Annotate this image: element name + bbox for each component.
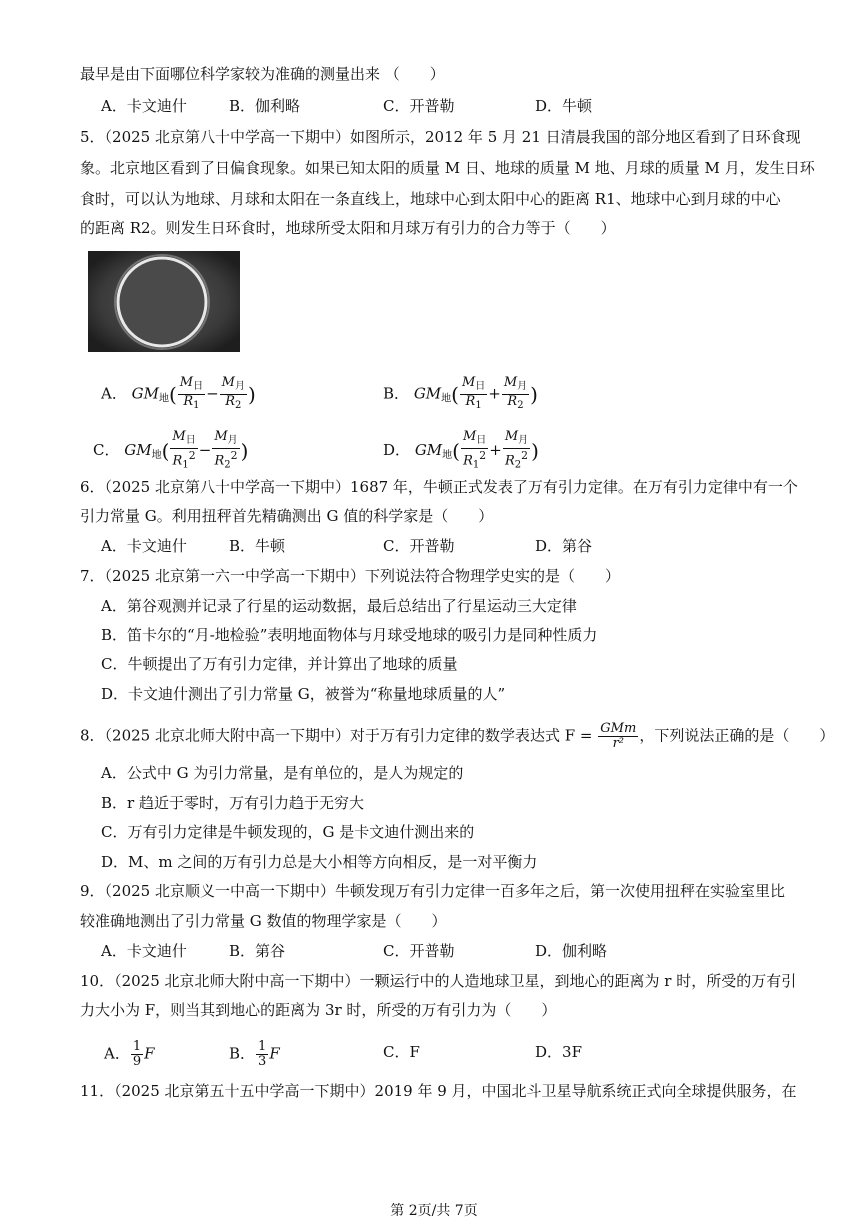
q5-c-sq1: 2: [188, 449, 196, 462]
q5-d-plus: +: [489, 441, 502, 460]
q10-option-c: C．F: [383, 1043, 420, 1061]
q6-stem-line2: 引力常量 G。利用扭秤首先精确测出 G 值的科学家是（ ）: [80, 507, 494, 525]
q5-c-lp: (: [161, 439, 170, 464]
q5-option-a: [101, 376, 256, 413]
q4-option-b: B．伽利略: [229, 97, 301, 115]
q5-a-rp: ): [247, 382, 256, 407]
q5-c-rp: ): [240, 439, 249, 464]
q5-d-s1: 1: [472, 459, 480, 471]
q5-option-c-label: C．: [93, 441, 120, 460]
q5-d-ri: 日: [476, 435, 487, 446]
q5-a-lp: (: [168, 382, 177, 407]
q4-option-d: D．牛顿: [535, 97, 593, 115]
q5-b-frac2: [502, 376, 529, 413]
q5-a-r: R: [183, 394, 194, 409]
q6-option-a: A．卡文迪什: [101, 537, 187, 555]
q8-option-b: B．r 趋近于零时，万有引力趋于无穷大: [101, 794, 364, 812]
q5-b-ri: 日: [475, 381, 486, 392]
q10-a-num: 1: [132, 1039, 142, 1054]
q5-a-r2: R: [225, 394, 236, 409]
q5-c-frac1: [170, 430, 197, 472]
q9-option-c: C．开普勒: [383, 942, 455, 960]
q5-d-sq2: 2: [521, 449, 529, 462]
q8-option-a: A．公式中 G 为引力常量，是有单位的，是人为规定的: [101, 764, 464, 782]
q7-option-c: C．牛顿提出了万有引力定律，并计算出了地球的质量: [101, 655, 458, 673]
q7-option-a: A．第谷观测并记录了行星的运动数据，最后总结出了行星运动三大定律: [101, 597, 577, 615]
q5-c-s2: 2: [224, 459, 231, 471]
q10-a-f: F: [144, 1044, 155, 1063]
q5-c-ri: 日: [185, 435, 196, 446]
q5-c-m2: M: [214, 429, 228, 444]
q5-d-rp: ): [531, 439, 539, 464]
q5-a-minus: −: [206, 384, 219, 403]
q5-b-r2: R: [507, 394, 518, 409]
q9-stem-line1: 9．（2025 北京顺义一中高一下期中）牛顿发现万有引力定律一百多年之后，第一次使用扭秤在实验室里比: [80, 882, 785, 900]
q6-stem-line1: 6．（2025 北京第八十中学高一下期中）1687 年，牛顿正式发表了万有引力定律。在万有引力定律中有一个: [80, 478, 798, 496]
q5-b-s1: 1: [475, 400, 482, 411]
q5-b-m2: M: [503, 375, 518, 390]
q8-stem-pre: 8．（2025 北京北师大附中高一下期中）对于万有引力定律的数学表达式 F =: [80, 726, 598, 745]
q10-b-num: 1: [258, 1039, 267, 1054]
q5-c-r2: R: [214, 453, 225, 469]
q5-d-m: M: [462, 429, 477, 444]
q8-option-d: D．M、m 之间的万有引力总是大小相等方向相反，是一对平衡力: [101, 853, 538, 871]
q5-stem-line3: 食时，可以认为地球、月球和太阳在一条直线上，地球中心到太阳中心的距离 R1、地球中心到月球的中心: [80, 190, 781, 208]
q5-d-r2: R: [504, 453, 515, 469]
q5-b-lp: (: [451, 382, 459, 407]
q5-option-b-label: B．: [383, 384, 410, 403]
q5-c-gm: GM: [124, 441, 152, 460]
q5-a-s1: 1: [193, 400, 200, 411]
q5-a-gm: GM: [131, 384, 159, 403]
q5-d-s2: 2: [514, 459, 522, 471]
q5-b-frac1: [460, 376, 487, 413]
q9-option-d: D．伽利略: [535, 942, 608, 960]
q5-d-frac1: [461, 430, 488, 472]
q5-a-di: 地: [158, 393, 169, 405]
q5-option-c: [93, 430, 248, 472]
q5-d-frac2: [503, 430, 530, 472]
q5-b-yue: 月: [517, 381, 528, 392]
q7-option-d: D．卡文迪什测出了引力常量 G，被誉为“称量地球质量的人”: [101, 685, 506, 703]
q7-stem: 7．（2025 北京第一六一中学高一下期中）下列说法符合物理学史实的是（ ）: [80, 567, 620, 585]
q10-a-den: 9: [132, 1054, 142, 1069]
q5-stem-line2: 象。北京地区看到了日偏食现象。如果已知太阳的质量 M 日、地球的质量 M 地、月球的质量 M 月，发生日环: [80, 159, 815, 177]
q5-a-yue: 月: [234, 381, 245, 392]
q5-c-r: R: [172, 453, 183, 469]
q5-b-rp: ): [530, 382, 538, 407]
q9-option-b: B．第谷: [229, 942, 286, 960]
q5-a-frac1: [178, 376, 205, 413]
q5-b-m: M: [461, 375, 476, 390]
page-footer: 第 2页/共 7页: [390, 1203, 478, 1219]
q8-option-c: C．万有引力定律是牛顿发现的，G 是卡文迪什测出来的: [101, 823, 475, 841]
q5-option-a-label: A．: [101, 384, 127, 403]
q5-a-m2: M: [221, 375, 235, 390]
q5-b-di: 地: [441, 393, 452, 405]
q5-d-m2: M: [504, 429, 519, 444]
q5-c-minus: −: [198, 441, 212, 460]
q5-c-yue: 月: [227, 435, 238, 446]
q6-option-c: C．开普勒: [383, 537, 455, 555]
q8-stem: [80, 722, 834, 751]
q5-d-yue: 月: [518, 435, 529, 446]
q10-stem-line2: 力大小为 F，则当其到地心的距离为 3r 时，所受的万有引力为（ ）: [80, 1001, 557, 1019]
q8-formula-den: r²: [612, 736, 625, 751]
q8-formula: [598, 722, 638, 751]
q5-option-d: [383, 430, 539, 472]
q4-stem: 最早是由下面哪位科学家较为准确的测量出来 （ ）: [80, 65, 445, 83]
q9-stem-line2: 较准确地测出了引力常量 G 数值的物理学家是（ ）: [80, 912, 447, 930]
q5-c-frac2: [212, 430, 239, 472]
q5-b-s2: 2: [517, 400, 524, 411]
q5-b-r: R: [465, 394, 476, 409]
q5-c-sq2: 2: [230, 449, 238, 462]
q9-option-a: A．卡文迪什: [101, 942, 187, 960]
q10-b-frac: [256, 1040, 268, 1069]
q5-stem-line4: 的距离 R2。则发生日环食时，地球所受太阳和月球万有引力的合力等于（ ）: [80, 219, 616, 237]
q10-option-a-label: A．: [104, 1044, 130, 1063]
q10-stem-line1: 10．（2025 北京北师大附中高一下期中）一颗运行中的人造地球卫星，到地心的距离为 r 时，所受的万有引: [80, 972, 797, 990]
q10-a-frac: [131, 1040, 143, 1069]
q8-stem-post: ，下列说法正确的是（ ）: [639, 726, 835, 745]
q5-a-m: M: [179, 375, 194, 390]
q5-d-r: R: [463, 453, 473, 469]
q10-option-b-label: B．: [229, 1044, 256, 1063]
q5-a-ri: 日: [193, 381, 204, 392]
q10-b-f: F: [269, 1044, 280, 1063]
q6-option-d: D．第谷: [535, 537, 593, 555]
q5-option-b: [383, 376, 538, 413]
q10-b-den: 3: [258, 1054, 267, 1069]
q5-b-plus: +: [488, 384, 501, 403]
q10-option-b: [229, 1040, 280, 1069]
q5-a-frac2: [220, 376, 247, 413]
q5-c-di: 地: [151, 450, 162, 462]
q7-option-b: B．笛卡尔的“月-地检验”表明地面物体与月球受地球的吸引力是同种性质力: [101, 626, 598, 644]
q4-option-c: C．开普勒: [383, 97, 455, 115]
q4-option-a: A．卡文迪什: [101, 97, 187, 115]
q5-option-d-label: D．: [383, 441, 411, 460]
q11-stem-line1: 11．（2025 北京第五十五中学高一下期中）2019 年 9 月，中国北斗卫星导航系统正式向全球提供服务，在: [80, 1082, 797, 1100]
q10-option-d: D．3F: [535, 1043, 582, 1061]
eclipse-photo: [88, 251, 240, 352]
q5-d-sq1: 2: [479, 449, 487, 462]
q5-stem-line1: 5．（2025 北京第八十中学高一下期中）如图所示，2012 年 5 月 21 日清晨我国的部分地区看到了日环食现: [80, 128, 801, 146]
q10-option-a: [104, 1040, 155, 1069]
q8-formula-num: GMm: [600, 721, 637, 736]
q5-c-m: M: [172, 429, 186, 444]
q5-b-gm: GM: [413, 384, 442, 403]
q5-d-di: 地: [442, 450, 453, 462]
q5-d-gm: GM: [414, 441, 443, 460]
q6-option-b: B．牛顿: [229, 537, 286, 555]
q5-d-lp: (: [452, 439, 460, 464]
q5-a-s2: 2: [235, 400, 242, 411]
q5-c-s1: 1: [182, 459, 189, 471]
